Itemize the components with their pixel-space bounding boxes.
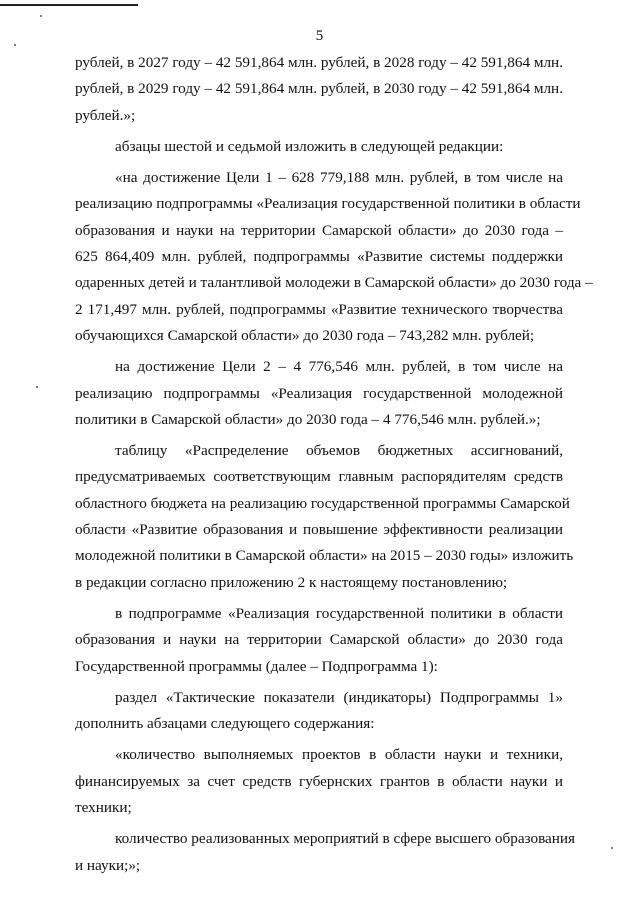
text-line: техники; [75, 799, 132, 817]
text-line: и науки;»; [75, 856, 141, 874]
scan-speck [611, 847, 613, 849]
page-number: 5 [315, 28, 324, 44]
text-line: предусматриваемых соответствующим главным распорядителям средств [75, 468, 563, 486]
document-body [75, 50, 593, 879]
text-line: рублей, в 2029 году – 42 591,864 млн. рублей, в 2030 году – 42 591,864 млн. [75, 80, 563, 98]
text-line: реализацию подпрограммы «Реализация государственной молодежной [75, 384, 563, 402]
text-line: на достижение Цели 2 – 4 776,546 млн. рублей, в том числе на [115, 358, 563, 376]
text-line: в редакции согласно приложению 2 к настоящему постановлению; [75, 573, 508, 591]
text-line: таблицу «Распределение объемов бюджетных ассигнований, [115, 442, 563, 460]
text-line: образования и науки на территории Самарской области» до 2030 года [75, 631, 563, 649]
text-line: области «Развитие образования и повышение эффективности реализации [75, 521, 563, 539]
text-line: молодежной политики в Самарской области» на 2015 – 2030 годы» изложить [75, 547, 574, 565]
text-line: дополнить абзацами следующего содержания: [75, 715, 375, 733]
text-line: раздел «Тактические показатели (индикаторы) Подпрограммы 1» [115, 688, 563, 706]
text-line: в подпрограмме «Реализация государственной политики в области [115, 604, 563, 622]
text-line: Государственной программы (далее – Подпрограмма 1): [75, 657, 438, 675]
scan-speck [36, 386, 38, 388]
text-line: рублей.»; [75, 106, 136, 124]
text-line: 2 171,497 млн. рублей, подпрограммы «Развитие технического творчества [75, 300, 563, 318]
text-line: образования и науки на территории Самарской области» до 2030 года – [75, 221, 563, 239]
text-line: абзацы шестой и седьмой изложить в следующей редакции: [115, 137, 504, 155]
scan-speck [40, 15, 42, 17]
text-line: одаренных детей и талантливой молодежи в Самарской области» до 2030 года – [75, 274, 593, 292]
text-line: политики в Самарской области» до 2030 года – 4 776,546 млн. рублей.»; [75, 410, 541, 428]
text-line: «количество выполняемых проектов в области науки и техники, [115, 746, 563, 764]
text-line: 625 864,409 млн. рублей, подпрограммы «Развитие системы поддержки [75, 248, 563, 266]
text-line: финансируемых за счет средств губернских грантов в области науки и [75, 772, 563, 790]
text-line: количество реализованных мероприятий в сфере высшего образования [115, 830, 576, 848]
header-rule [0, 4, 138, 6]
text-line: рублей, в 2027 году – 42 591,864 млн. рублей, в 2028 году – 42 591,864 млн. [75, 54, 563, 71]
text-line: обучающихся Самарской области» до 2030 года – 743,282 млн. рублей; [75, 326, 535, 344]
text-line: областного бюджета на реализацию государственной программы Самарской [75, 494, 570, 512]
text-line: реализацию подпрограммы «Реализация государственной политики в области [75, 195, 581, 213]
text-line: «на достижение Цели 1 – 628 779,188 млн. рублей, в том числе на [115, 169, 563, 187]
